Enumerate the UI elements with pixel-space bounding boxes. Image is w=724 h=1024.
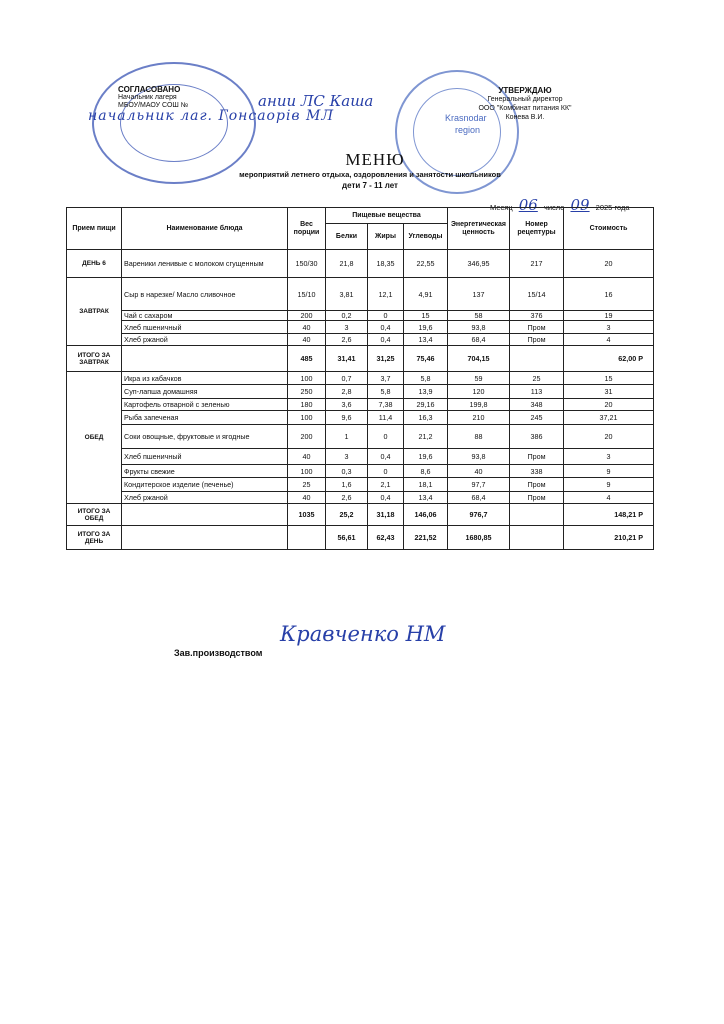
meal-label: ОБЕД [67, 372, 122, 504]
total-recipe-empty [510, 504, 564, 526]
table-row-total [67, 526, 654, 550]
dish-weight: 100 [288, 465, 326, 478]
header-nutrients: Пищевые вещества [326, 208, 448, 224]
total-weight: 485 [288, 346, 326, 372]
dish-carbs: 18,1 [404, 478, 448, 492]
dish-energy: 88 [448, 425, 510, 449]
dish-energy: 210 [448, 411, 510, 425]
header-weight: Вес порции [288, 208, 326, 250]
dish-cost: 9 [564, 465, 654, 478]
dish-cost: 4 [564, 492, 654, 504]
dish-carbs: 21,2 [404, 425, 448, 449]
dish-fats: 0,4 [368, 492, 404, 504]
total-dish-empty [122, 346, 288, 372]
dish-recipe: Пром [510, 321, 564, 334]
dish-proteins: 2,6 [326, 492, 368, 504]
dish-carbs: 4,91 [404, 278, 448, 311]
table-row [67, 372, 654, 385]
dish-energy: 93,8 [448, 449, 510, 465]
header-dish: Наименование блюда [122, 208, 288, 250]
total-weight: 1035 [288, 504, 326, 526]
dish-recipe: 25 [510, 372, 564, 385]
dish-proteins: 0,2 [326, 311, 368, 321]
dish-weight: 40 [288, 492, 326, 504]
dish-fats: 0,4 [368, 321, 404, 334]
dish-weight: 150/30 [288, 250, 326, 278]
dish-carbs: 13,4 [404, 334, 448, 346]
dish-recipe: Пром [510, 492, 564, 504]
dish-weight: 200 [288, 311, 326, 321]
dish-cost: 20 [564, 425, 654, 449]
age-group: дети 7 - 11 лет [342, 181, 398, 190]
table-row-total [67, 504, 654, 526]
dish-cost: 37,21 [564, 411, 654, 425]
dish-fats: 0,4 [368, 334, 404, 346]
dish-carbs: 29,16 [404, 399, 448, 411]
dish-energy: 68,4 [448, 334, 510, 346]
dish-name: Кондитерское изделие (печенье) [122, 478, 288, 492]
approval-right-title: УТВЕРЖДАЮ [498, 86, 552, 95]
dish-weight: 25 [288, 478, 326, 492]
dish-energy: 68,4 [448, 492, 510, 504]
dish-weight: 15/10 [288, 278, 326, 311]
dish-fats: 3,7 [368, 372, 404, 385]
dish-fats: 0 [368, 465, 404, 478]
dish-cost: 20 [564, 399, 654, 411]
dish-energy: 97,7 [448, 478, 510, 492]
dish-name: Чай с сахаром [122, 311, 288, 321]
total-carbs: 75,46 [404, 346, 448, 372]
table-row [67, 399, 654, 411]
footer-position-label: Зав.производством [174, 648, 263, 658]
dish-recipe: 348 [510, 399, 564, 411]
month-value: 06 [518, 196, 538, 214]
total-label: ИТОГО ЗА ДЕНЬ [67, 526, 122, 550]
table-row-day [67, 250, 654, 278]
total-proteins: 31,41 [326, 346, 368, 372]
dish-energy: 58 [448, 311, 510, 321]
dish-cost: 3 [564, 321, 654, 334]
total-energy: 1680,85 [448, 526, 510, 550]
stamp-text-city: Krasnodar [445, 113, 487, 123]
total-fats: 31,18 [368, 504, 404, 526]
dish-cost: 9 [564, 478, 654, 492]
dish-fats: 18,35 [368, 250, 404, 278]
stamp-text-region: region [455, 125, 481, 135]
dish-recipe: 15/14 [510, 278, 564, 311]
dish-weight: 40 [288, 334, 326, 346]
dish-weight: 40 [288, 321, 326, 334]
dish-recipe: 376 [510, 311, 564, 321]
total-dish-empty [122, 526, 288, 550]
dish-recipe: Пром [510, 478, 564, 492]
table-row [67, 311, 654, 321]
dish-proteins: 1,6 [326, 478, 368, 492]
approval-left-block [118, 86, 238, 110]
total-label: ИТОГО ЗА ЗАВТРАК [67, 346, 122, 372]
dish-fats: 0,4 [368, 449, 404, 465]
dish-recipe: 217 [510, 250, 564, 278]
approval-left-position: Начальник лагеря [118, 94, 177, 101]
dish-carbs: 22,55 [404, 250, 448, 278]
dish-weight: 250 [288, 385, 326, 399]
table-row-total [67, 346, 654, 372]
dish-cost: 19 [564, 311, 654, 321]
dish-energy: 346,95 [448, 250, 510, 278]
approval-left-signature-b: начальник лаг. Гонсаорів МЛ [88, 108, 335, 124]
header-fats: Жиры [368, 224, 404, 250]
dish-carbs: 13,4 [404, 492, 448, 504]
dish-energy: 40 [448, 465, 510, 478]
total-fats: 62,43 [368, 526, 404, 550]
subtitle-part-b: летнего отдыха, оздоровления и занятости школьников [291, 170, 501, 179]
dish-recipe: Пром [510, 449, 564, 465]
meal-label: ЗАВТРАК [67, 278, 122, 346]
header-proteins: Белки [326, 224, 368, 250]
dish-name: Икра из кабачков [122, 372, 288, 385]
dish-name: Хлеб ржаной [122, 334, 288, 346]
dish-carbs: 13,9 [404, 385, 448, 399]
header-energy: Энергетическая ценность [448, 208, 510, 250]
dish-energy: 120 [448, 385, 510, 399]
dish-weight: 200 [288, 425, 326, 449]
total-cost: 210,21 Р [564, 526, 654, 550]
dish-proteins: 21,8 [326, 250, 368, 278]
total-cost: 62,00 Р [564, 346, 654, 372]
approval-right-position: Генеральный директор [487, 96, 563, 103]
dish-carbs: 5,8 [404, 372, 448, 385]
total-proteins: 56,61 [326, 526, 368, 550]
month-label: Месяц [490, 203, 513, 212]
total-recipe-empty [510, 526, 564, 550]
dish-proteins: 2,8 [326, 385, 368, 399]
dish-recipe: 245 [510, 411, 564, 425]
dish-proteins: 9,6 [326, 411, 368, 425]
dish-proteins: 3 [326, 321, 368, 334]
dish-proteins: 0,3 [326, 465, 368, 478]
dish-recipe: 386 [510, 425, 564, 449]
dish-name: Хлеб ржаной [122, 492, 288, 504]
menu-table [66, 207, 654, 550]
header-meal: Прием пищи [67, 208, 122, 250]
dish-energy: 137 [448, 278, 510, 311]
dish-fats: 7,38 [368, 399, 404, 411]
dish-name: Сыр в нарезке/ Масло сливочное [122, 278, 288, 311]
dish-carbs: 15 [404, 311, 448, 321]
dish-energy: 59 [448, 372, 510, 385]
dish-weight: 40 [288, 449, 326, 465]
table-row [67, 492, 654, 504]
header-cost: Стоимость [564, 208, 654, 250]
dish-fats: 0 [368, 425, 404, 449]
year-text: 2025 года [595, 203, 630, 212]
dish-carbs: 19,6 [404, 449, 448, 465]
total-carbs: 221,52 [404, 526, 448, 550]
total-fats: 31,25 [368, 346, 404, 372]
table-row [67, 321, 654, 334]
total-energy: 976,7 [448, 504, 510, 526]
dish-recipe: 338 [510, 465, 564, 478]
dish-name: Хлеб пшеничный [122, 449, 288, 465]
dish-energy: 93,8 [448, 321, 510, 334]
dish-name: Соки овощные, фруктовые и ягодные [122, 425, 288, 449]
total-energy: 704,15 [448, 346, 510, 372]
dish-fats: 0 [368, 311, 404, 321]
approval-left-school: МБОУ/МАОУ СОШ № [118, 102, 189, 109]
dish-weight: 100 [288, 372, 326, 385]
total-proteins: 25,2 [326, 504, 368, 526]
dish-fats: 12,1 [368, 278, 404, 311]
dish-fats: 5,8 [368, 385, 404, 399]
dish-cost: 31 [564, 385, 654, 399]
total-dish-empty [122, 504, 288, 526]
document-title: МЕНЮ [345, 150, 405, 169]
approval-left-title: СОГЛАСОВАНО [118, 85, 181, 94]
dish-cost: 15 [564, 372, 654, 385]
total-label: ИТОГО ЗА ОБЕД [67, 504, 122, 526]
dish-name: Фрукты свежие [122, 465, 288, 478]
dish-proteins: 2,6 [326, 334, 368, 346]
table-row [67, 478, 654, 492]
subtitle-part-a: мероприятий [239, 170, 289, 179]
dish-fats: 11,4 [368, 411, 404, 425]
document-subtitle [190, 170, 550, 179]
dish-name: Картофель отварной с зеленью [122, 399, 288, 411]
dish-recipe: 113 [510, 385, 564, 399]
dish-carbs: 19,6 [404, 321, 448, 334]
dish-proteins: 0,7 [326, 372, 368, 385]
dish-carbs: 16,3 [404, 411, 448, 425]
total-weight [288, 526, 326, 550]
approval-right-name: Конева В.И. [505, 114, 545, 121]
dish-weight: 100 [288, 411, 326, 425]
dish-cost: 16 [564, 278, 654, 311]
dish-name: Вареники ленивые с молоком сгущенным [122, 250, 288, 278]
dish-proteins: 3,81 [326, 278, 368, 311]
dish-recipe: Пром [510, 334, 564, 346]
dish-name: Рыба запеченая [122, 411, 288, 425]
header-recipe: Номер рецептуры [510, 208, 564, 250]
dish-proteins: 1 [326, 425, 368, 449]
table-row [67, 465, 654, 478]
table-row [67, 411, 654, 425]
dish-fats: 2,1 [368, 478, 404, 492]
approval-left-signature-a: ании ЛС Каша [258, 92, 374, 110]
footer-signature: Кравченко НМ [280, 622, 446, 646]
dish-proteins: 3 [326, 449, 368, 465]
day-value: 09 [570, 196, 590, 214]
dish-weight: 180 [288, 399, 326, 411]
dish-proteins: 3,6 [326, 399, 368, 411]
dish-carbs: 8,6 [404, 465, 448, 478]
table-row [67, 334, 654, 346]
total-carbs: 146,06 [404, 504, 448, 526]
approval-right-company: ООО "Комбинат питания КК" [478, 105, 572, 112]
table-row [67, 278, 654, 311]
dish-cost: 20 [564, 250, 654, 278]
day-label: число [543, 203, 565, 212]
dish-name: Суп-лапша домашняя [122, 385, 288, 399]
dish-cost: 4 [564, 334, 654, 346]
table-row [67, 385, 654, 399]
dish-name: Хлеб пшеничный [122, 321, 288, 334]
total-recipe-empty [510, 346, 564, 372]
day-label: ДЕНЬ 6 [67, 250, 122, 278]
total-cost: 148,21 Р [564, 504, 654, 526]
table-row [67, 449, 654, 465]
dish-cost: 3 [564, 449, 654, 465]
table-row [67, 425, 654, 449]
dish-energy: 199,8 [448, 399, 510, 411]
header-carbs: Углеводы [404, 224, 448, 250]
